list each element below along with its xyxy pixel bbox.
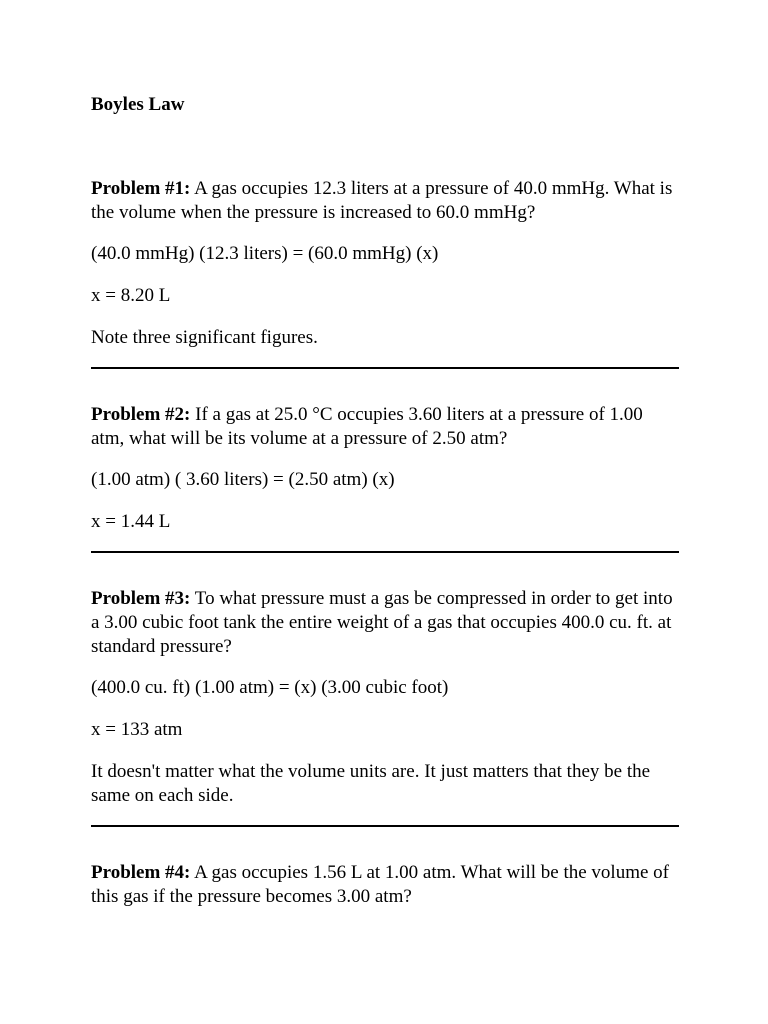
- problem-2: [91, 403, 679, 534]
- problem-text: A gas occupies 12.3 liters at a pressure of 40.0 mmHg. What is the volume when the pressure is increased to 60.0 mmHg?: [91, 178, 673, 223]
- problem-text: To what pressure must a gas be compressed in order to get into a 3.00 cubic foot tank the entire weight of a gas that occupies 400.0 cu. ft. at standard pressure?: [91, 588, 673, 657]
- page-title: Boyles Law: [91, 94, 185, 115]
- document-page: [91, 93, 679, 926]
- problem-label: Problem #1:: [91, 178, 191, 199]
- problem-note: Note three significant figures.: [91, 327, 318, 348]
- section-divider: [91, 551, 679, 553]
- problem-statement: [91, 587, 679, 659]
- problem-equation: (1.00 atm) ( 3.60 liters) = (2.50 atm) (x): [91, 469, 395, 490]
- problem-note: It doesn't matter what the volume units are. It just matters that they be the same on each side.: [91, 761, 651, 806]
- problem-4: [91, 861, 679, 909]
- problem-statement: [91, 861, 679, 909]
- problem-equation: (400.0 cu. ft) (1.00 atm) = (x) (3.00 cubic foot): [91, 677, 449, 698]
- problem-answer: x = 8.20 L: [91, 285, 171, 306]
- problem-label: Problem #2:: [91, 404, 191, 425]
- problem-label: Problem #3:: [91, 588, 191, 609]
- problem-text: If a gas at 25.0 °C occupies 3.60 liters at a pressure of 1.00 atm, what will be its volume at a pressure of 2.50 atm?: [91, 404, 643, 449]
- problem-statement: [91, 177, 679, 225]
- problem-statement: [91, 403, 679, 451]
- problem-1: [91, 177, 679, 350]
- section-divider: [91, 825, 679, 827]
- problem-answer: x = 1.44 L: [91, 511, 171, 532]
- problem-equation: (40.0 mmHg) (12.3 liters) = (60.0 mmHg) (x): [91, 243, 439, 264]
- problem-3: [91, 587, 679, 808]
- section-divider: [91, 367, 679, 369]
- problem-answer: x = 133 atm: [91, 719, 183, 740]
- problem-text: A gas occupies 1.56 L at 1.00 atm. What will be the volume of this gas if the pressure becomes 3.00 atm?: [91, 862, 669, 907]
- problem-label: Problem #4:: [91, 862, 191, 883]
